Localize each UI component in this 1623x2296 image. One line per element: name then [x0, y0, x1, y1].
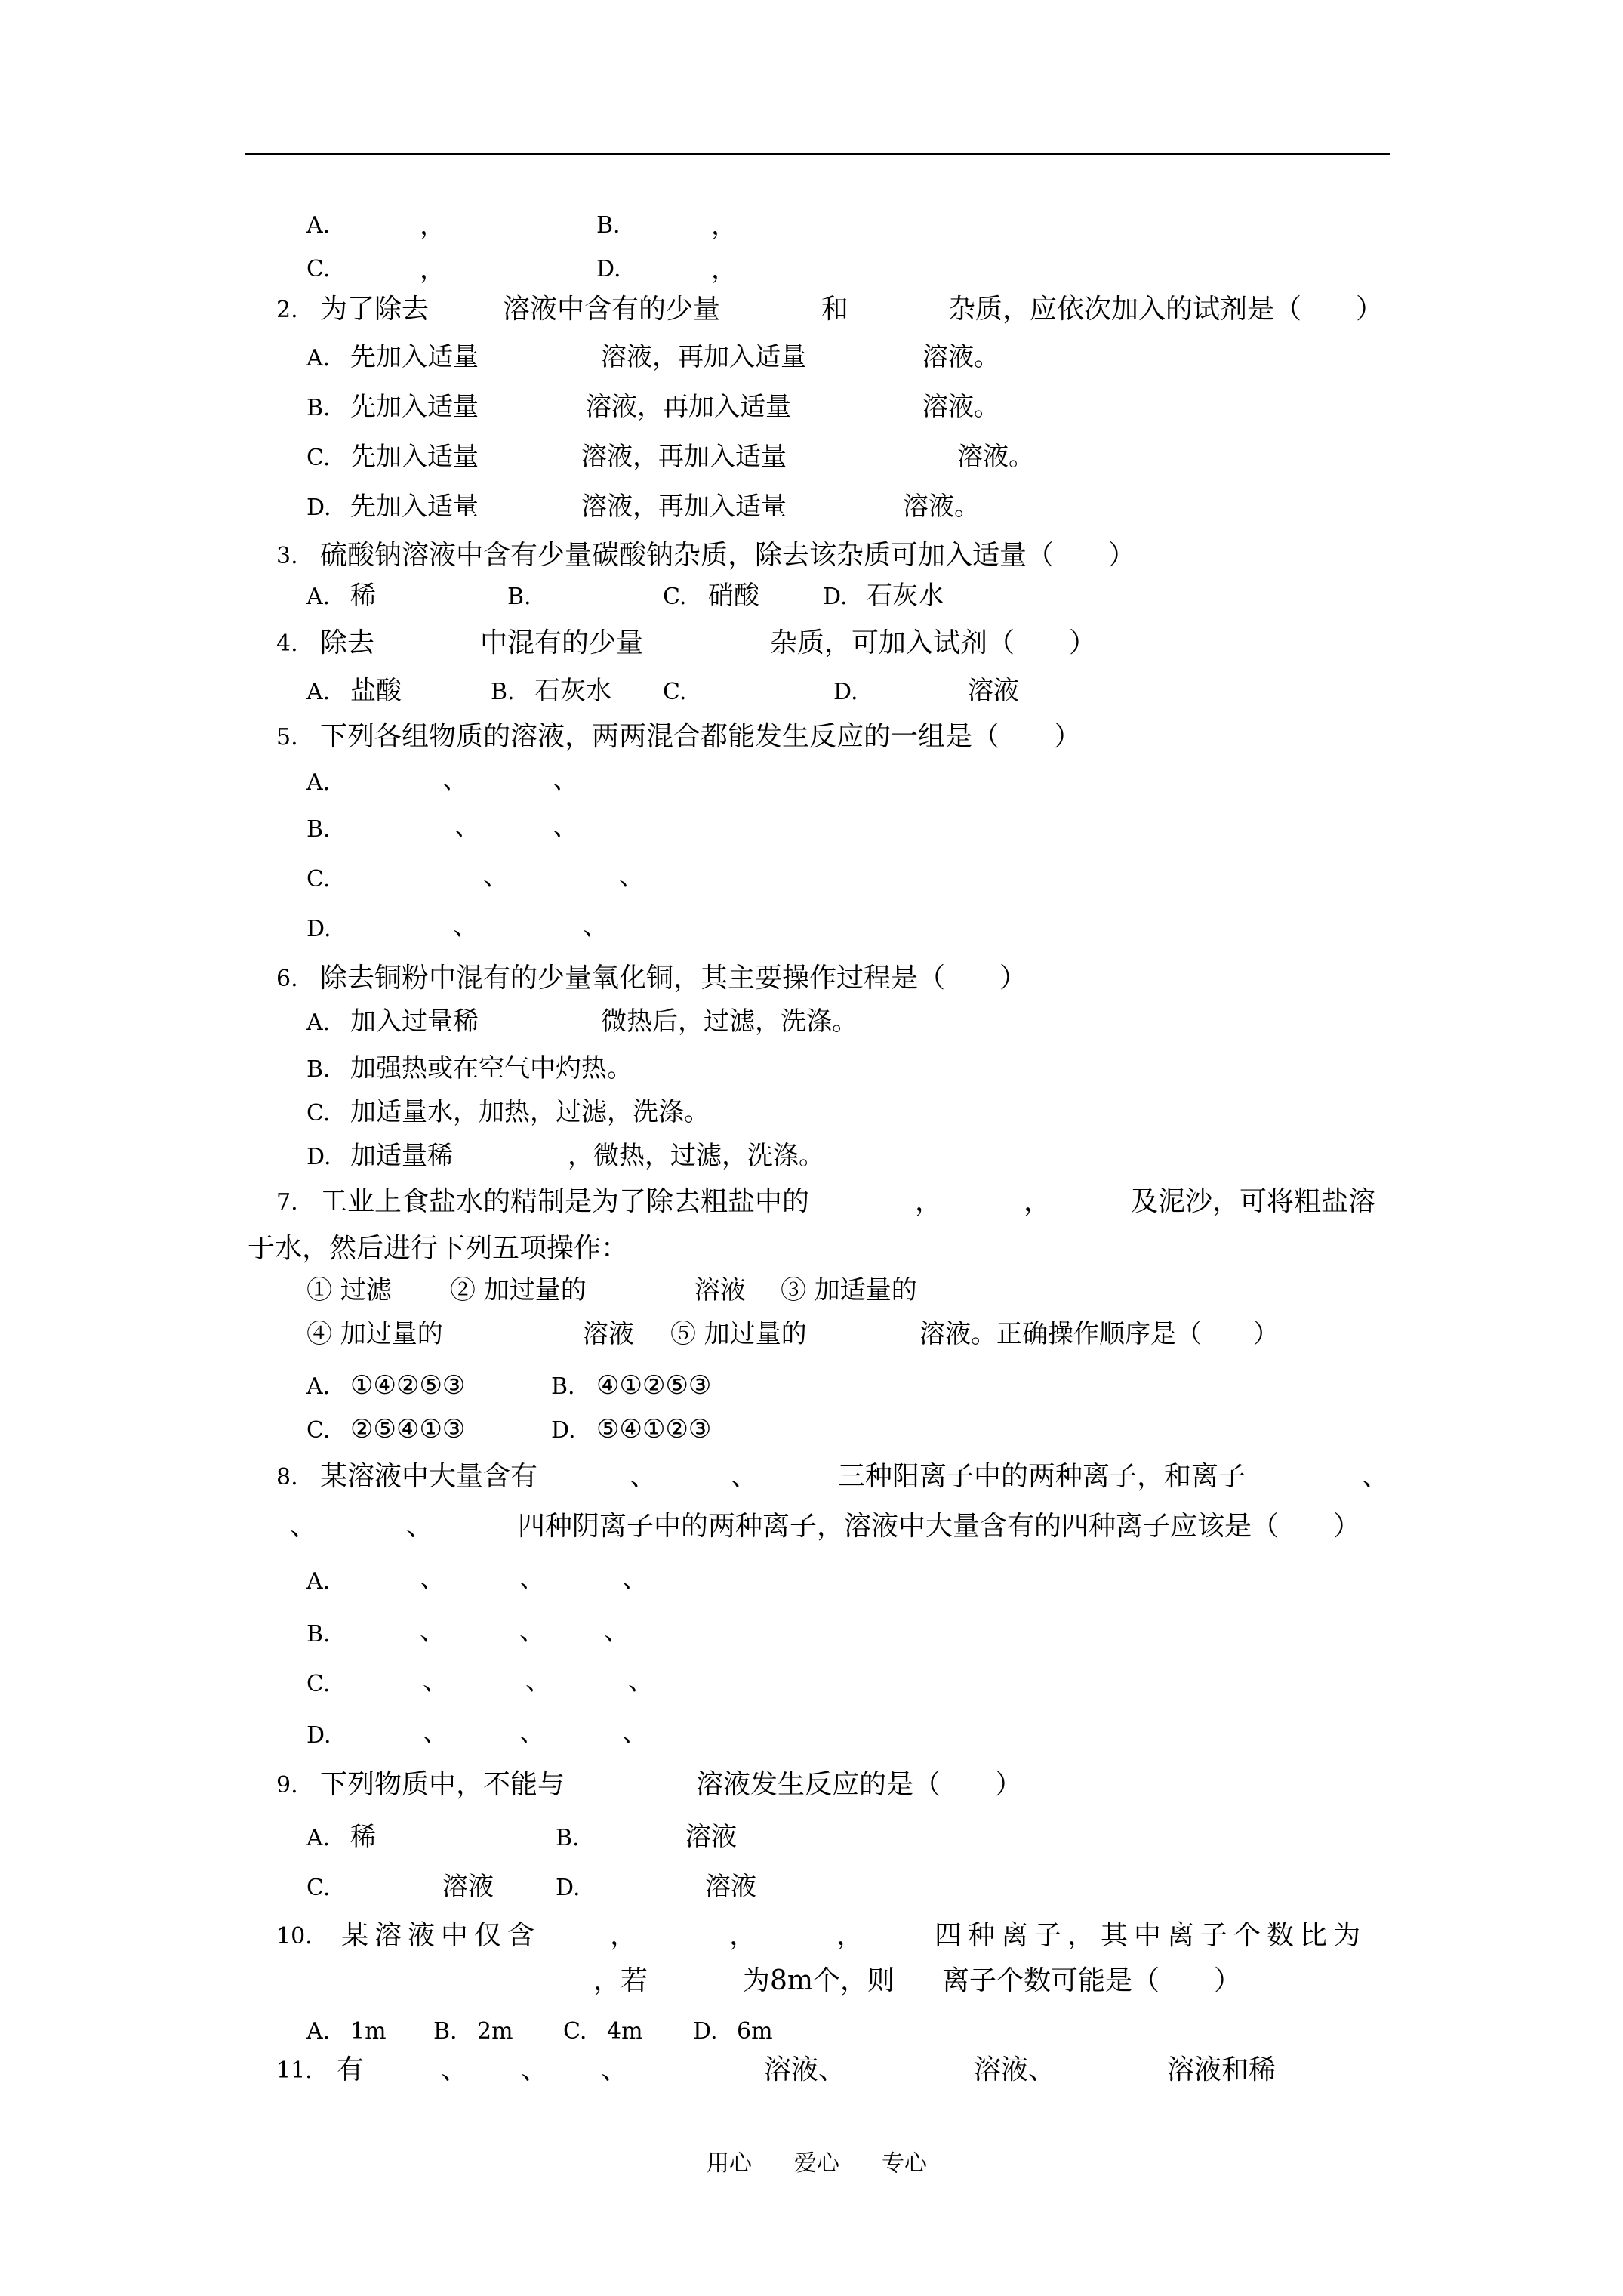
option-text: 溶液 — [968, 676, 1019, 706]
operation-text: 溶液。正确操作顺序是（ ） — [919, 1319, 1279, 1349]
operation-text: ⑤ 加过量的 — [670, 1319, 807, 1349]
option-text: 加强热或在空气中灼热。 — [350, 1053, 633, 1083]
option-text: 溶液，再加入适量 — [601, 342, 806, 372]
question-stem: 、 — [601, 2054, 629, 2085]
question-number: 7. — [276, 1189, 298, 1216]
option-separator: 、 — [454, 812, 480, 842]
question-stem: 溶液、 — [764, 2054, 846, 2085]
footer-text: 专心 — [882, 2150, 927, 2177]
operation-text: ③ 加适量的 — [781, 1275, 917, 1305]
option-text: 溶液。 — [922, 392, 999, 422]
option-label: A. — [306, 769, 331, 796]
option-text: ，微热，过滤，洗涤。 — [568, 1141, 824, 1171]
option-label: B. — [556, 1825, 580, 1851]
option-separator: 、 — [519, 1564, 545, 1594]
question-number: 6. — [276, 966, 298, 992]
option-text: 先加入适量 — [350, 492, 479, 522]
question-stem: 、 — [1362, 1461, 1390, 1492]
question-stem: 杂质，应依次加入的试剂是（ ） — [948, 294, 1384, 325]
option-label: B. — [306, 1056, 331, 1083]
operation-text: 溶液 — [583, 1319, 634, 1349]
question-stem: ， — [836, 1920, 864, 1951]
question-stem: 下列各组物质的溶液，两两混合都能发生反应的一组是（ ） — [320, 721, 1082, 752]
question-stem: ， — [915, 1186, 943, 1217]
question-stem: 、 — [441, 2054, 469, 2085]
option-text: 稀 — [350, 581, 376, 611]
option-label: B. — [507, 584, 531, 610]
option-text: 加适量稀 — [350, 1141, 453, 1171]
option-label: D. — [551, 1417, 576, 1444]
question-stem: 离子个数可能是（ ） — [942, 1965, 1242, 1996]
option-separator: 、 — [525, 1666, 551, 1697]
option-text: 4m — [607, 2018, 643, 2045]
option-label: C. — [306, 256, 331, 282]
option-text: 微热后，过滤，洗涤。 — [601, 1006, 858, 1037]
question-stem: 、 — [731, 1461, 759, 1492]
question-stem: 除去 — [320, 627, 375, 658]
option-text: ， — [711, 211, 737, 241]
question-stem: 下列物质中，不能与 — [320, 1769, 565, 1800]
option-text: 溶液。 — [957, 442, 1034, 472]
question-number: 3. — [276, 543, 298, 569]
operation-text: ② 加过量的 — [450, 1275, 587, 1305]
question-stem: 、 — [521, 2054, 549, 2085]
question-stem: 溶液中含有的少量 — [503, 294, 721, 325]
option-label: C. — [306, 1417, 331, 1444]
option-label: A. — [306, 584, 331, 610]
header-rule — [245, 153, 1390, 155]
footer-text: 用心 — [707, 2150, 752, 2177]
question-stem: 杂质，可加入试剂（ ） — [770, 627, 1097, 658]
option-label: A. — [306, 1825, 331, 1851]
question-stem: 中混有的少量 — [480, 627, 644, 658]
question-stem: ， — [1024, 1186, 1052, 1217]
question-stem: 、 — [290, 1511, 318, 1542]
option-text: 2m — [477, 2018, 513, 2045]
option-label: D. — [306, 495, 331, 521]
option-separator: 、 — [423, 1666, 448, 1697]
option-separator: 、 — [628, 1666, 654, 1697]
option-text: ①④②⑤③ — [350, 1370, 466, 1401]
option-text: 溶液，再加入适量 — [581, 442, 787, 472]
question-stem: 、 — [630, 1461, 658, 1492]
question-stem: 和 — [821, 294, 849, 325]
option-text: 加适量水，加热，过滤，洗涤。 — [350, 1097, 710, 1127]
option-separator: 、 — [622, 1718, 648, 1748]
option-label: B. — [306, 395, 331, 421]
option-label: D. — [693, 2018, 718, 2045]
operation-text: ① 过滤 — [306, 1275, 392, 1305]
option-label: A. — [306, 1568, 331, 1595]
option-label: C. — [306, 1100, 331, 1126]
option-text: ④①②⑤③ — [596, 1370, 712, 1401]
option-separator: 、 — [483, 861, 509, 892]
option-separator: 、 — [619, 861, 645, 892]
option-text: 盐酸 — [350, 676, 402, 706]
option-text: 加入过量稀 — [350, 1006, 479, 1037]
question-number: 9. — [276, 1772, 298, 1798]
option-label: C. — [306, 1875, 331, 1901]
question-stem: 工业上食盐水的精制是为了除去粗盐中的 — [320, 1186, 810, 1217]
option-label: B. — [306, 1621, 331, 1647]
option-separator: 、 — [442, 765, 468, 795]
question-number: 2. — [276, 297, 298, 323]
option-label: D. — [306, 916, 331, 942]
option-text: ， — [711, 254, 737, 285]
option-separator: 、 — [420, 1564, 445, 1594]
option-separator: 、 — [420, 1616, 445, 1647]
question-stem: ，若 — [593, 1965, 648, 1996]
operation-text: ④ 加过量的 — [306, 1319, 443, 1349]
option-label: D. — [823, 584, 848, 610]
option-label: D. — [306, 1722, 331, 1749]
option-text: ， — [420, 211, 445, 241]
question-stem: 某溶液中大量含有 — [320, 1461, 538, 1492]
question-stem: 硫酸钠溶液中含有少量碳酸钠杂质，除去该杂质可加入适量（ ） — [320, 540, 1136, 571]
option-text: 先加入适量 — [350, 392, 479, 422]
option-text: 溶液。 — [922, 342, 999, 372]
option-label: C. — [663, 584, 687, 610]
question-number: 4. — [276, 630, 298, 657]
option-label: A. — [306, 345, 331, 371]
option-text: 稀 — [350, 1822, 376, 1852]
option-label: B. — [551, 1373, 575, 1400]
option-text: 溶液 — [705, 1872, 756, 1902]
option-label: B. — [596, 212, 621, 239]
option-label: D. — [596, 256, 621, 282]
option-label: B. — [306, 816, 331, 843]
option-label: A. — [306, 2018, 331, 2045]
option-label: D. — [306, 1144, 331, 1170]
option-separator: 、 — [622, 1564, 648, 1594]
option-separator: 、 — [553, 765, 578, 795]
option-label: A. — [306, 1009, 331, 1036]
question-stem: 除去铜粉中混有的少量氧化铜，其主要操作过程是（ ） — [320, 963, 1027, 994]
question-stem: 及泥沙，可将粗盐溶 — [1131, 1186, 1376, 1217]
option-label: D. — [556, 1875, 581, 1901]
option-text: 溶液。 — [903, 492, 980, 522]
option-text: 石灰水 — [867, 581, 944, 611]
option-label: B. — [433, 2018, 457, 2045]
question-stem: 、 — [406, 1511, 434, 1542]
option-label: D. — [833, 679, 858, 705]
option-label: B. — [491, 679, 515, 705]
option-separator: 、 — [604, 1616, 630, 1647]
option-text: ， — [420, 254, 445, 285]
option-label: A. — [306, 1373, 331, 1400]
option-label: C. — [306, 1671, 331, 1697]
option-separator: 、 — [519, 1616, 545, 1647]
question-number: 10. — [276, 1923, 313, 1949]
option-text: 溶液，再加入适量 — [586, 392, 791, 422]
option-text: 先加入适量 — [350, 442, 479, 472]
option-label: A. — [306, 679, 331, 705]
question-stem: 三种阳离子中的两种离子，和离子 — [838, 1461, 1246, 1492]
option-label: C. — [306, 866, 331, 892]
option-text: 溶液 — [442, 1872, 494, 1902]
option-separator: 、 — [553, 812, 578, 842]
question-stem: 四种离子，其中离子个数比为 — [935, 1920, 1367, 1951]
option-separator: 、 — [583, 911, 608, 942]
option-label: C. — [663, 679, 687, 705]
option-separator: 、 — [423, 1718, 448, 1748]
option-text: 1m — [350, 2018, 387, 2045]
option-label: C. — [563, 2018, 587, 2045]
question-stem: ， — [610, 1920, 638, 1951]
question-stem: 溶液发生反应的是（ ） — [696, 1769, 1023, 1800]
option-text: 6m — [737, 2018, 773, 2045]
option-text: 溶液，再加入适量 — [581, 492, 787, 522]
question-stem: 四种阴离子中的两种离子，溶液中大量含有的四种离子应该是（ ） — [518, 1511, 1361, 1542]
question-stem: 为了除去 — [320, 294, 430, 325]
question-number: 5. — [276, 724, 298, 750]
option-text: 硝酸 — [708, 581, 759, 611]
option-label: C. — [306, 445, 331, 471]
question-stem: 为8m个，则 — [743, 1965, 895, 1996]
option-text: 石灰水 — [534, 676, 611, 706]
question-stem: 溶液、 — [974, 2054, 1056, 2085]
question-stem: 有 — [337, 2054, 365, 2085]
option-separator: 、 — [453, 911, 479, 942]
option-separator: 、 — [519, 1718, 545, 1748]
option-text: 溶液 — [685, 1822, 737, 1852]
question-stem: 某溶液中仅含 — [341, 1920, 541, 1951]
option-text: 先加入适量 — [350, 342, 479, 372]
question-number: 8. — [276, 1464, 298, 1490]
option-label: A. — [306, 212, 331, 239]
option-text: ⑤④①②③ — [596, 1414, 712, 1444]
operation-text: 溶液 — [694, 1275, 746, 1305]
footer-text: 爱心 — [794, 2150, 839, 2177]
question-stem: 于水，然后进行下列五项操作： — [248, 1233, 629, 1264]
question-number: 11. — [276, 2057, 313, 2084]
question-stem: ， — [729, 1920, 757, 1951]
question-stem: 溶液和稀 — [1167, 2054, 1277, 2085]
option-text: ②⑤④①③ — [350, 1414, 466, 1444]
